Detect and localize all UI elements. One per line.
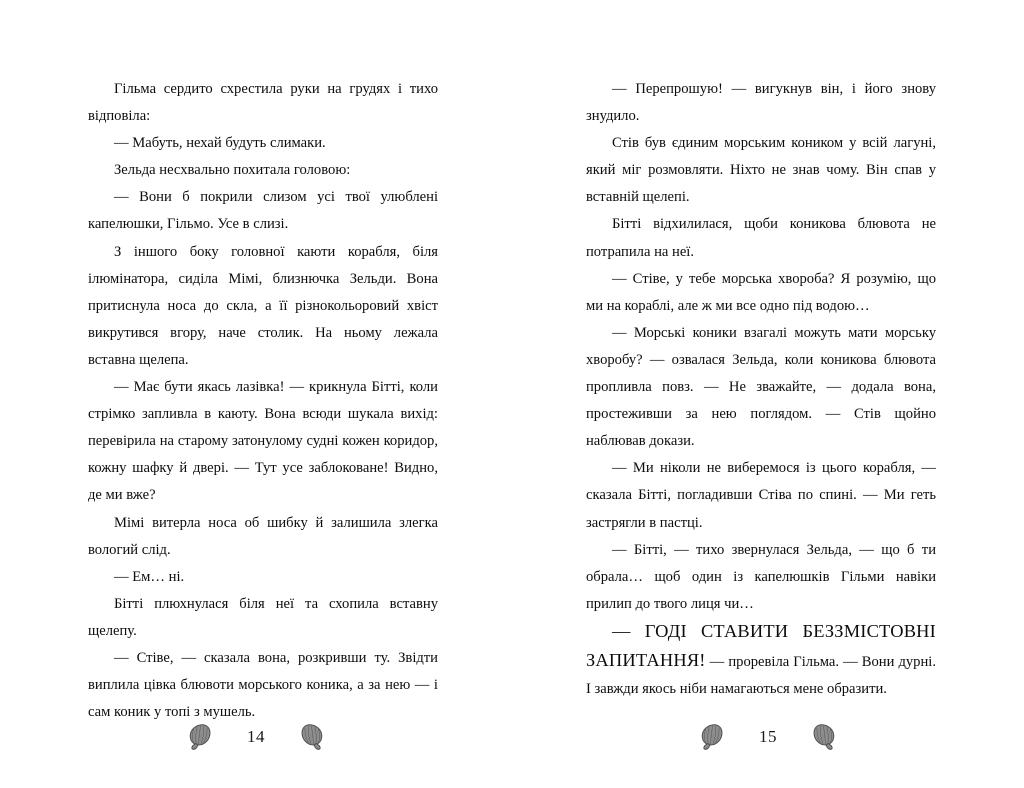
right-page (512, 0, 1024, 788)
paragraph: — Ем… ні. (114, 568, 185, 585)
paragraph: — Стіве, — сказала вона, розкривши ту. Звідти виплила цівка блювоти морського коника, а за нею — і сам коник у топі з мушель. (88, 649, 438, 721)
page-number: 14 (247, 727, 265, 746)
paragraph: — Має бути якась лазівка! — крикнула Бітті, коли стрімко запливла в каюту. Вона всюди шукала вихід: перевірила на старому затонулому судні кожен коридор, кожну шафку й двері. — Тут усе заблоковане! Видно, де ми вже? (88, 379, 438, 504)
paragraph: Бітті відхилилася, щоби коникова блювота не потрапила на неї. (586, 216, 936, 260)
paragraph: Бітті плюхнулася біля неї та схопила вставну щелепу. (88, 595, 438, 639)
paragraph: — Перепрошую! — вигукнув він, і його знову знудило. (586, 81, 936, 125)
shouted-paragraph-tail: — проревіла Гільма. — Вони дурні. І завжди якось ніби намагаються мене образити. (586, 653, 936, 698)
paragraph: З іншого боку головної каюти корабля, біля ілюмінатора, сиділа Мімі, близнючка Зельди. Вона притиснула носа до скла, а її різнокольоровий хвіст викрутився вгору, наче столик. На ньому лежала вставна щелепа. (88, 243, 438, 368)
left-page-footer (0, 714, 512, 760)
paragraph: — Мабуть, нехай будуть слимаки. (114, 135, 326, 152)
shouted-paragraph (586, 618, 936, 703)
scallop-shell-icon (295, 722, 325, 752)
scallop-shell-icon (699, 722, 729, 752)
paragraph: — Бітті, — тихо звернулася Зельда, — що б ти обрала… щоб один із капелюшків Гільми навіки прилип до твого лиця чи… (586, 541, 936, 612)
paragraph: Зельда несхвально похитала головою: (114, 162, 351, 179)
scallop-shell-icon (187, 722, 217, 752)
scallop-shell-icon (807, 722, 837, 752)
right-page-footer (512, 714, 1024, 760)
paragraph: — Вони б покрили слизом усі твої улюблені капелюшки, Гільмо. Усе в слизі. (88, 189, 438, 233)
right-page-text-column (586, 76, 936, 703)
paragraph: — Стіве, у тебе морська хвороба? Я розумію, що ми на кораблі, але ж ми все одно під водою… (586, 270, 936, 314)
page-number: 15 (759, 727, 777, 746)
paragraph: — Морські коники взагалі можуть мати морську хворобу? — озвалася Зельда, коли коникова блювота пропливла повз. — Не зважайте, — додала вона, простеживши за нею поглядом. — Стів щойно наблював докази. (586, 324, 936, 450)
left-page-text-column (88, 76, 438, 726)
paragraph: — Ми ніколи не виберемося із цього корабля, — сказала Бітті, погладивши Стіва по спині. — Ми геть застрягли в пастці. (586, 460, 936, 531)
paragraph: Мімі витерла носа об шибку й залишила злегка вологий слід. (88, 514, 438, 558)
paragraph: Стів був єдиним морським коником у всій лагуні, який міг розмовляти. Ніхто не знав чому. Він спав у вставній щелепі. (586, 135, 936, 206)
shouted-line: — ГОДІ СТАВИТИ БЕЗЗМІСТОВНІ ЗАПИТАННЯ! (586, 620, 936, 670)
paragraph: Гільма сердито схрестила руки на грудях і тихо відповіла: (88, 81, 438, 125)
